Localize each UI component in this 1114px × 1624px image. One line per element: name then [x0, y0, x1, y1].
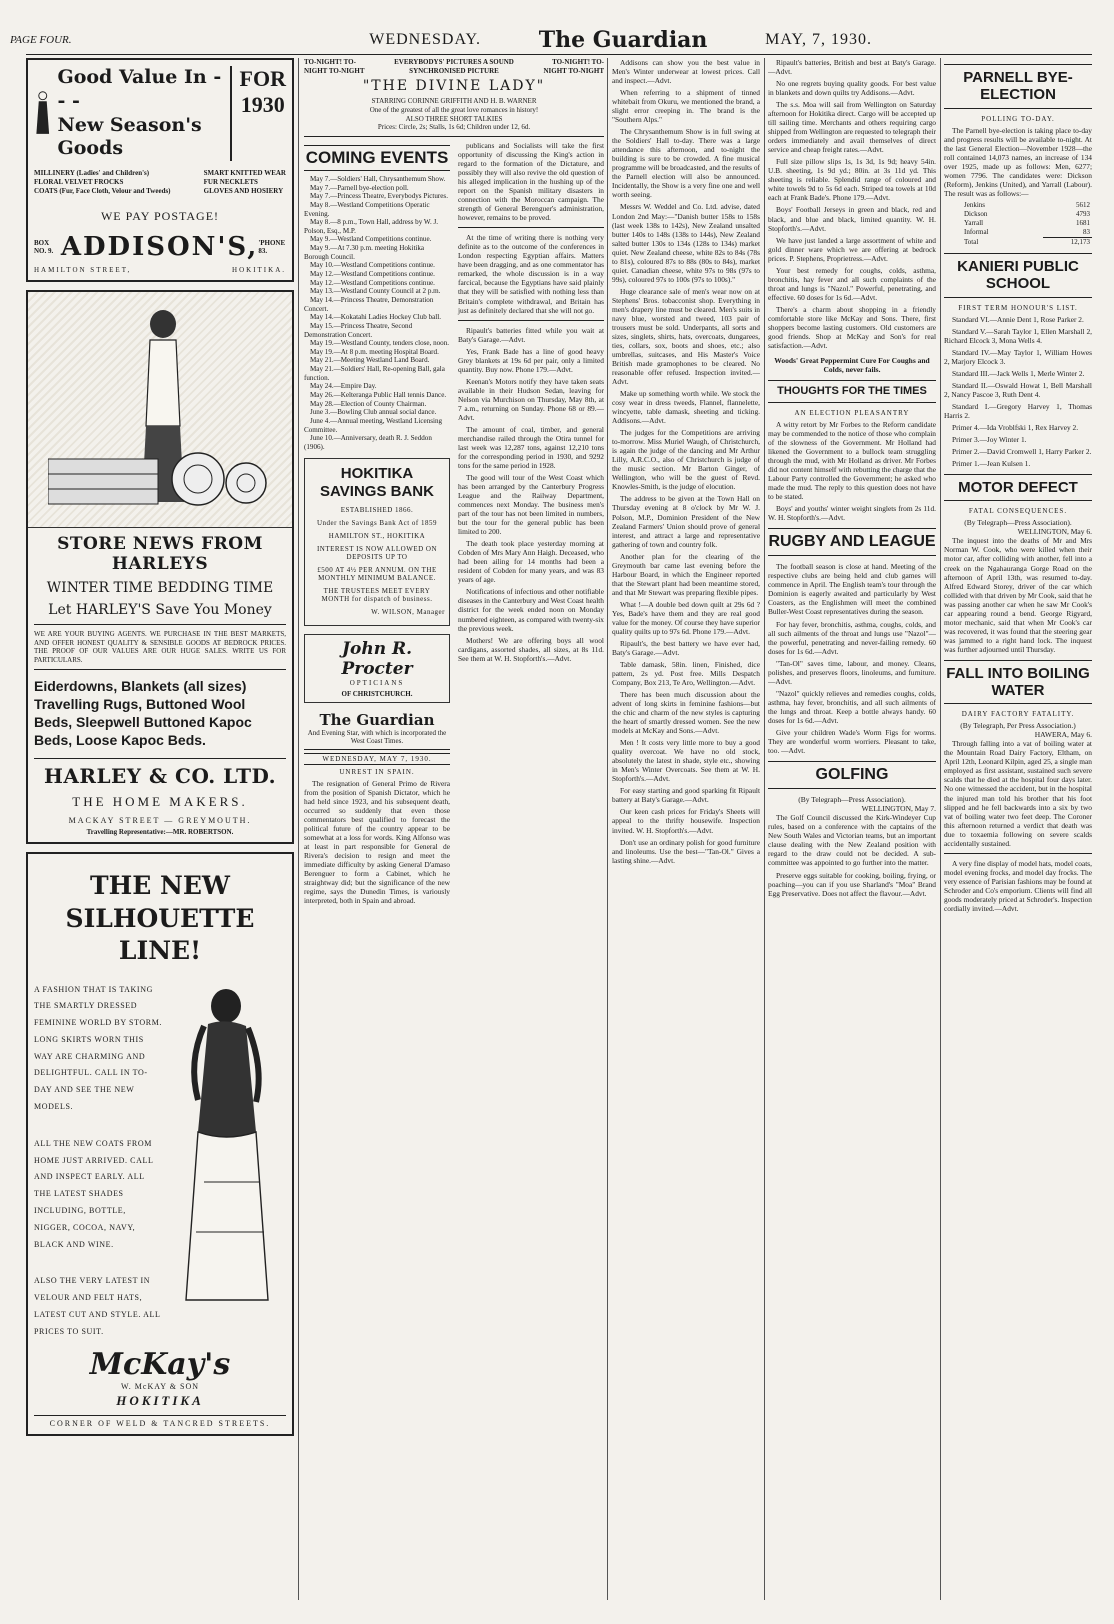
- event-item: May 13.—Westland County Council at 2 p.m.: [310, 287, 441, 296]
- event-item: June 4.—Annual meeting, Westland Licensing Committee.: [304, 416, 443, 434]
- film-title: "THE DIVINE LADY": [362, 77, 546, 94]
- editorial-headline: UNREST IN SPAIN.: [339, 767, 415, 776]
- honours-list: [944, 315, 1092, 468]
- vote-total-row: [944, 238, 1092, 248]
- ad-paragraph: ALSO THE VERY LATEST IN VELOUR AND FELT HATS, LATEST CUT AND STYLE. ALL PRICES TO SUIT.: [34, 1276, 161, 1336]
- honour-item: Standard VI.—Annie Dent 1, Rose Parker 2.: [952, 314, 1084, 324]
- news-paragraph: For easy starting and good sparking fit Ripault battery at Baty's Garage.—Advt.: [612, 786, 760, 805]
- golf-heading: GOLFING: [815, 765, 889, 783]
- news-paragraph: Your best remedy for coughs, colds, asthma, bronchitis, hay fever and all such complaints of the throat and lungs is "Nazol." Powerful, penetrating, and effective. 60 doses for 1s 6d.—Advt.: [768, 265, 936, 302]
- vote-row: [944, 201, 1092, 210]
- cinema-tonight-left: TO-NIGHT! TO-NIGHT TO-NIGHT: [304, 58, 365, 75]
- event-item: May 26.—Kelteranga Public Hall tennis Dance.: [310, 391, 447, 400]
- honour-item: Primer 3.—Joy Winter 1.: [952, 435, 1027, 445]
- coming-events-heading: COMING EVENTS: [304, 145, 450, 171]
- event-item: May 9.—Westland Competitions continue.: [310, 235, 432, 244]
- news-column-4: [768, 58, 936, 1600]
- proctor-city: OF CHRISTCHURCH.: [341, 689, 413, 698]
- harley-blurb: WE ARE YOUR BUYING AGENTS. WE PURCHASE IN THE BEST MARKETS, AND OFFER HONEST QUALITY & SENSIBLE GOODS AT BEDROCK PRICES. THE PROOF OF OUR VALUES ARE OUR HUGE SALES. WRITE US FOR PARTICULARS.: [34, 630, 286, 664]
- editorial-title: The Guardian: [319, 710, 435, 729]
- event-item: June 10.—Anniversary, death R. J. Seddon (1906).: [304, 434, 432, 451]
- harley-subhead: Let HARLEY'S Save You Money: [48, 602, 272, 619]
- candidate-votes: 5612: [1076, 200, 1090, 209]
- event-item: May 28.—Election of County Chairman.: [310, 399, 427, 408]
- cinema-tonight-right: TO-NIGHT! TO-NIGHT TO-NIGHT: [543, 58, 604, 75]
- news-paragraph: The s.s. Moa will sail from Wellington on Saturday afternoon for Hokitika direct. Cargo will be accepted up till sailing time. Merchants and others requiring cargo shipped from Wellington are requested to telegraph their orders immediately and avail themselves of direct service and cheap freight rates.—Advt.: [768, 100, 936, 155]
- candidate-votes: 4793: [1076, 209, 1090, 218]
- news-paragraph: There has been much discussion about the advent of long skirts in feminine fashions—but the chic and charm of the new styles is capturing the heart of smartly dressed women. See the new models at McKay and Sons.—Advt.: [612, 690, 760, 736]
- box-number: BOX NO. 9.: [34, 238, 54, 256]
- news-paragraph: We have just landed a large assortment of white and gold dinner ware which we are offering at bedrock prices. P. Stephens, Proprietress.—Advt.: [768, 235, 936, 263]
- rugby-heading: RUGBY AND LEAGUE: [768, 532, 936, 550]
- honour-item: Primer 1.—Jean Kulsen 1.: [952, 459, 1031, 469]
- paragraph-list: [768, 620, 936, 755]
- film-stars: STARRING CORINNE GRIFFITH AND H. B. WARNER: [371, 97, 537, 105]
- event-item: May 15.—Princess Theatre, Second Demonstration Concert.: [304, 321, 413, 339]
- ad-title-2: SILHOUETTE LINE!: [65, 903, 255, 965]
- vote-row: [944, 228, 1092, 238]
- boiling-dateline: HAWERA, May 6.: [1034, 730, 1092, 740]
- addisons-ad: [26, 58, 294, 282]
- editorial-text: The resignation of General Primo de Rivera from the position of Spanish Dictator, which he had held since 1923, and his subsequent death, occurred so suddenly that even those commentators best qualified to forecast the political future of the country appear to be somewhat at a loss for words. King Alfonso was at least in part responsible for General de Rivera's decision to resign and meet the immediate difficulty by asking General D'amaso Berenguer to form a Cabinet, which he straightway did; but the significance of the new regime, says the Dunedin Times, is variously interpreted, both in Spain and abroad.: [304, 778, 450, 905]
- ad-headline-2: New Season's Goods: [57, 113, 202, 160]
- proctor-sub: OPTICIANS: [349, 678, 405, 687]
- film-tagline: One of the greatest of all the great love romances in history!: [369, 105, 539, 114]
- column-divider: [607, 58, 608, 1600]
- news-paragraph: Men ! It costs very little more to buy a good quality overcoat. We have no old stock, absolutely the latest in shade, style etc., showing in Men's Winter Overcoats. See them at W. H. Stopforth's.—Advt.: [612, 738, 760, 784]
- news-paragraph: Messrs W. Weddel and Co. Ltd. advise, dated London 2nd May:—"Danish butter 158s to 158s (last week 138s to 142s), New Zealand unsalted butter 140s to 148s (138s to 144s), New Zealand salted butter 130s to 134s (128s to 134s) market quiet. New Zealand cheese, white 82s to 84s (78s to 81s), coloured 87s to 88s (80s to 84s), market quiet. Canadian cheese, white 97s to 98s (97s to 99s), coloured 97s to 100s (97s to 100s).": [612, 202, 760, 284]
- fashion-figure-icon: [164, 982, 284, 1312]
- harley-headline: STORE NEWS FROM HARLEYS: [57, 534, 263, 575]
- honour-item: Primer 2.—David Cromwell 1, Harry Parker 2.: [952, 447, 1092, 457]
- phone-number: 'PHONE 83.: [258, 238, 286, 256]
- event-item: May 8.—Westland Competitions Operatic Evening.: [304, 200, 430, 218]
- news-paragraph: "Nazol" quickly relieves and remedies coughs, colds, asthma, hay fever, bronchitis, and all such ailments of the lungs and throat. Keep a bottle always handy. 60 doses for 1s 6d.—Advt.: [768, 688, 936, 725]
- ad-headline-1: Good Value In - - -: [57, 66, 222, 112]
- motor-text: The inquest into the deaths of Mr and Mrs Norman W. Cook, who were killed when their motor car, after colliding with another, fell into a creek on the Ngahauranga Gorge Road on the afternoon of April 13th, was resumed to-day. Alfred Edward Storey, driver of the car which collided with that driven by Mr Cook, said that he was passing another car when he saw Mr Cook's car appearing round a bend. George Rigyard, motor mechanic, said that when Mr Cook's car was recovered, it was found that the steering gear was jammed to a right hand lock. The inquest was further adjourned until Thursday.: [944, 536, 1092, 654]
- news-paragraph: Full size pillow slips 1s, 1s 3d, 1s 9d; heavy 54in. U.B. sheeting, 1s 9d yd.; 80in. at 3s 11d yd. This sheeting is reliable. Splendid range of coloured and white towels 9d to 5s 6d each. Striped tea towels at 10d each at Frank Bade's. Phone 179.—Advt.: [768, 157, 936, 203]
- article-paragraph: Notifications of infectious and other notifiable diseases in the Canterbury and West Coast health district for the week ended noon on Monday numbered eighteen, as compared with twenty-six the previous week.: [458, 587, 604, 633]
- bank-title: HOKITIKA SAVINGS BANK: [320, 464, 434, 500]
- paragraph-list: [612, 58, 760, 865]
- news-paragraph: Give your children Wade's Worm Figs for worms. They are wonderful worm worriers. Pleasant to take, too. —Advt.: [768, 727, 936, 755]
- harley-rep: Travelling Representative:—MR. ROBERTSON.: [86, 828, 234, 836]
- golf-text: The Golf Council discussed the Kirk-Windeyer Cup rules, based on a conference with the captains of the New South Wales and Victorian teams, but an important clause dealing with the New Zealand position with regard to the draw could not be decided. A sub-committee was appointed to go further into the matter.: [768, 813, 936, 868]
- news-paragraph: Table damask, 58in. linen, Finished, dice pattern, 2s yd. Post free. Mills Despatch Company, Box 213, Te Aro, Wellington.—Advt.: [612, 659, 760, 688]
- honour-item: Standard IV.—May Taylor 1, William Howes 2, Marjory Elcock 3.: [944, 347, 1092, 366]
- proctor-signature: John R. Procter: [341, 638, 413, 679]
- woods-advert: Woods' Great Peppermint Cure For Coughs and Colds, never fails.: [774, 355, 930, 374]
- news-column-3: [612, 58, 760, 1600]
- news-paragraph: What !—A double bed down quilt at 29s 6d ? Yes, Bade's have them and they are real good value for the money. Of course they have superior quality quilts up to 97s 6d. Phone 179.—Advt.: [612, 599, 760, 636]
- kanieri-heading: KANIERI PUBLIC SCHOOL: [957, 258, 1079, 293]
- article-paragraph: Ripault's batteries fitted while you wait at Baty's Garage.—Advt.: [458, 325, 604, 344]
- article-paragraph: The good will tour of the West Coast which has been arranged by the Canterbury Progress League and the Railway Department, commences next Monday. The business men's part of the tour has not been limited in numbers, but the tour for the general public has been limited to 200.: [458, 473, 604, 537]
- editorial-tagline: And Evening Star, with which is incorporated the West Coast Times.: [307, 728, 447, 746]
- vote-table: [944, 201, 1092, 247]
- bank-established: ESTABLISHED 1866.: [340, 505, 414, 514]
- honour-item: Primer 4.—Ida Vroblfski 1, Rex Harvey 2.: [952, 423, 1079, 433]
- news-paragraph: Addisons can show you the best value in Men's Winter underwear at lowest prices. Call and inspect.—Advt.: [612, 58, 760, 86]
- savings-bank-ad: [304, 458, 450, 626]
- event-item: May 21.—Soldiers' Hall, Re-opening Ball, gala function.: [304, 365, 445, 382]
- shop-name: ADDISON'S,: [60, 232, 259, 263]
- harley-subhead: WINTER TIME BEDDING TIME: [46, 580, 274, 597]
- candidate-name: Jenkins: [964, 200, 985, 209]
- season-year: 1930: [240, 92, 285, 118]
- parnell-subhead: POLLING TO-DAY.: [981, 114, 1055, 123]
- thoughts-heading: THOUGHTS FOR THE TIMES: [777, 384, 927, 397]
- item: FUR NECKLETS: [203, 177, 258, 186]
- event-item: May 24.—Empire Day.: [310, 382, 377, 391]
- news-paragraph: Make up something worth while. We stock the cosy wear in dress tweeds, Flannel, flannelette, wincyette, table damask, sheeting and ticking. Addisons.—Advt.: [612, 389, 760, 426]
- news-paragraph: No one regrets buying quality goods. For best value in blankets and down quilts try Addisons.—Advt.: [768, 79, 936, 98]
- bedding-illustration: [28, 292, 292, 528]
- news-paragraph: Ripault's batteries, British and best at Baty's Garage.—Advt.: [768, 58, 936, 77]
- event-item: May 14.—Kokatahi Ladies Hockey Club ball.: [310, 313, 442, 322]
- news-column-5: [944, 58, 1092, 1600]
- article-paragraph: publicans and Socialists will take the first opportunity of discussing the King's action in regard to the formation of the Dictature, and possibly they will also revive the old question of his alleged implication in the hushing up of the report on the Spanish military disasters in connection with the Moroccan campaign. The strength of General Berenguer's administration, however, remains to be proved.: [458, 141, 604, 223]
- event-item: May 10.—Westland Competitions continue.: [310, 261, 435, 270]
- event-item: May 8.—8 p.m., Town Hall, address by W. J. Polson, Esq., M.P.: [304, 218, 439, 235]
- candidate-name: Dickson: [964, 209, 988, 218]
- thoughts-subhead: AN ELECTION PLEASANTRY: [794, 408, 910, 417]
- parnell-text: The Parnell bye-election is taking place to-day and progress results will be available to-night. At the last General Election—November 1928—the roll contained 14,073 names, an increase of 134 over 1925, made up as follows: Men, 6277; women 7796. The candidates were: Dickson (Reform), Jenkins (United), and Yarrall (Labour). The result was as follows:—: [944, 125, 1092, 198]
- masthead: [10, 27, 1102, 53]
- event-item: May 12.—Westland Competitions continue.: [310, 278, 435, 287]
- motor-heading: MOTOR DEFECT: [958, 479, 1078, 497]
- news-paragraph: Our keen cash prices for Friday's Sheets will appeal to the thrifty housewife. Inspection invited. W. H. Stopforth's.—Advt.: [612, 807, 760, 835]
- candidate-name: Yarrall: [964, 218, 984, 227]
- film-extras: ALSO THREE SHORT TALKIES: [405, 114, 503, 123]
- news-paragraph: The Chrysanthemum Show is in full swing at the Soldiers' Hall to-day. There was a large attendance this afternoon, and to-night the building is sure to be crowded. A fine musical programme will be broadcasted, and the results of the Parnell election will also be announced. Incidentally, the Show is a very fine one and well worth seeing.: [612, 127, 760, 200]
- proctor-ad: [304, 634, 450, 703]
- masthead-date: MAY, 7, 1930.: [765, 31, 872, 48]
- cinema-ad: [304, 58, 604, 137]
- rugby-text: The football season is close at hand. Meeting of the respective clubs are being held and club games will commence in April. The English team's tour through the Dominion is eagerly awaited and particularly by West Coasters, as the Englishmen will meet the combined Buller-West Coast representatives during the season.: [768, 562, 936, 617]
- vote-row: [944, 210, 1092, 219]
- masthead-title: The Guardian: [538, 27, 708, 53]
- mckays-town: HOKITIKA: [116, 1392, 204, 1408]
- film-prices: Prices: Circle, 2s; Stalls, 1s 6d; Children under 12, 6d.: [377, 123, 531, 132]
- news-paragraph: Don't use an ordinary polish for good furniture and linoleums. Use the best—"Tan-Ol." Gives a lasting shine.—Advt.: [612, 837, 760, 865]
- news-paragraph: "Tan-Ol" saves time, labour, and money. Cleans, polishes, and preserves floors, linoleums, and furniture.—Advt.: [768, 658, 936, 686]
- lady-figure-icon: [34, 84, 51, 144]
- column-divider: [764, 58, 765, 1600]
- article-paragraph: Mothers! We are offering boys all wool cardigans, assorted shades, all sizes, at 8s 11d. See them at W. H. Stopforth's.—Advt.: [458, 635, 604, 663]
- blankets-illustration-icon: [48, 419, 268, 509]
- masthead-day: WEDNESDAY.: [369, 31, 482, 48]
- postage-line: WE PAY POSTAGE!: [100, 209, 220, 224]
- item: GLOVES AND HOSIERY: [203, 186, 284, 195]
- paragraph-list: [768, 58, 936, 350]
- column-divider: [940, 58, 941, 1600]
- editorial-masthead: [304, 711, 450, 750]
- item: MILLINERY (Ladies' and Children's): [34, 169, 150, 177]
- boiling-source: (By Telegraph, Per Press Association.): [960, 721, 1076, 731]
- advert-column: [26, 58, 294, 1600]
- vote-total: 12,173: [1043, 238, 1092, 248]
- thoughts-text: A witty retort by Mr Forbes to the Reform candidate may be commended to the notice of those who complain of the slowness of the Government. Mr Holland had likened the Government to a bullock team struggling through the mud, with Mr Holland as driver. Mr Forbes did not content himself with rebutting the charge that the Labour Party controlled the Government; he asked who made the mud. The reply to this question does not have to be stated.: [768, 419, 936, 501]
- article-paragraph: The death took place yesterday morning at Cobden of Mrs Mary Ann Haigh. Deceased, who had been ailing for 14 months had been a resident of Cobden for many years, and was 83 years of age.: [458, 539, 604, 585]
- harley-tagline: THE HOME MAKERS.: [72, 794, 248, 809]
- boiling-subhead: DAIRY FACTORY FATALITY.: [961, 710, 1075, 719]
- golf-source: (By Telegraph—Press Association).: [798, 795, 906, 805]
- harley-goods: Eiderdowns, Blankets (all sizes) Travelling Rugs, Buttoned Wool Beds, Sleepwell Buttoned Kapoc Beds, Loose Kapoc Beds.: [34, 678, 252, 749]
- harleys-ad: [26, 290, 294, 844]
- motor-source: (By Telegraph—Press Association).: [964, 518, 1072, 528]
- preserve-advert: Preserve eggs suitable for cooking, boiling, frying, or poaching—you can if you use Sharland's "Moa" Brand Egg Preservative. Does not affect the flavour.—Advt.: [768, 870, 936, 898]
- harley-company: HARLEY & CO. LTD.: [43, 764, 277, 788]
- article-paragraph: Keenan's Motors notify they have taken seats available in their Hudson Sedan, leaving for Nelson via Murchison on Thursday, May 8th, at 7 a.m., returning on Sunday. Phone 68 or 89.—Advt.: [458, 376, 604, 422]
- bank-interest: INTEREST IS NOW ALLOWED ON DEPOSITS UP TO: [316, 544, 438, 561]
- cinema-theatre: EVERYBODYS' PICTURES A SOUND SYNCHRONISED PICTURE: [394, 58, 514, 75]
- column-divider: [298, 58, 299, 1600]
- event-item: May 21.—Meeting Westland Land Board.: [310, 356, 430, 365]
- news-paragraph: Another plan for the clearing of the Greymouth bar came last evening before the Harbour Board, in which the Engineer reported that the Stewart plant had been meantime stored, and that Mr Stewart was preparing flexible pipes.: [612, 551, 760, 597]
- motor-dateline: WELLINGTON, May 6.: [1017, 527, 1092, 537]
- news-paragraph: When referring to a shipment of tinned whitebait from Okuru, we mentioned the brand, a slight error creeping in. The brand is the "Southern Alps.": [612, 88, 760, 125]
- event-item: May 14.—Princess Theatre, Demonstration Concert.: [304, 295, 434, 313]
- event-item: May 7.—Soldiers' Hall, Chrysanthemum Show.: [310, 175, 446, 183]
- news-paragraph: The judges for the Competitions are arriving to-morrow. Miss Muriel Waugh, of Christchurch, is again the judge of the dancing and Mr Arthur Lilly, A.R.C.O., also of Christchurch is judge of the music section. Mr Barton Ginger, of Wellington, who will be the guest of Revd. Knowles-Smith, is the judge of elocution.: [612, 428, 760, 492]
- news-paragraph: There's a charm about shopping in a friendly comfortable store like McKay and Sons. There, first shoppers become lasting customers. Old customers are good friends. Shop at McKay and Son's for real satisfaction.—Advt.: [768, 304, 936, 350]
- news-paragraph: Ripault's, the best battery we have ever had, Baty's Garage.—Advt.: [612, 638, 760, 657]
- event-item: May 7.—Princess Theatre, Everybodys Pictures.: [310, 192, 448, 201]
- events-list: [304, 175, 450, 452]
- article-paragraph: Yes, Frank Bade has a line of good heavy Grey blankets at 19s 6d per pair, only a limited quantity. Buy now. Phone 179.—Advt.: [458, 346, 604, 374]
- honour-item: Standard V.—Sarah Taylor 1, Ellen Marshall 2, Richard Elcock 3, Mona Wells 4.: [944, 326, 1092, 345]
- mckays-subtitle: W. McKAY & SON: [120, 1381, 199, 1391]
- mckays-ad: [26, 852, 294, 1436]
- boiling-heading: FALL INTO BOILING WATER: [946, 664, 1090, 700]
- harley-street: MACKAY STREET — GREYMOUTH.: [68, 816, 252, 825]
- masthead-rule: [26, 54, 1092, 55]
- kanieri-subhead: FIRST TERM HONOUR'S LIST.: [958, 303, 1078, 312]
- for-label: FOR: [239, 66, 286, 91]
- event-item: May 12.—Westland Competitions continue.: [310, 270, 435, 279]
- candidate-votes: 1681: [1076, 218, 1090, 227]
- bank-address: HAMILTON ST., HOKITIKA: [328, 531, 426, 540]
- bank-rate: £500 AT 4½ PER ANNUM. ON THE MONTHLY MINIMUM BALANCE.: [317, 565, 437, 582]
- event-item: May 7.—Parnell bye-election poll.: [310, 183, 409, 192]
- news-paragraph: For hay fever, bronchitis, asthma, coughs, colds, and all such ailments of the throat and lungs use "Nazol"—the powerful, penetrating and never-failing remedy. 60 doses for 1s 6d.—Advt.: [768, 619, 936, 656]
- candidate-votes: 83: [1083, 228, 1090, 237]
- honour-item: Standard III.—Jack Wells 1, Merle Winter 2.: [952, 368, 1085, 378]
- article-paragraph: At the time of writing there is nothing very definite as to the outcome of the conferences in London respecting Egyptian affairs. Matters have been dragging, and as one commentator has remarked, the whole discussion is in a way farcical, because the Egyptians have said plainly that they will be satisfied with nothing less than Britain's complete withdrawal, and Britain has just as definitely declared that she will not go.: [458, 233, 604, 315]
- ad-paragraph: ALL THE NEW COATS FROM HOME JUST ARRIVED. CALL AND INSPECT EARLY. ALL THE LATEST SHADES INCLUDING, BOTTLE, NIGGER, COCOA, NAVY, BLACK AND WINE.: [34, 1138, 154, 1249]
- news-column-2: [304, 58, 604, 1600]
- hats-advert: A very fine display of model hats, model coats, model evening frocks, and model day frocks. The very essence of Parisian fashions may be found at Schroder and Co's emporium. Clients will find all goods moderately priced at Schroder's. Inspection cordially invited.—Advt.: [944, 858, 1092, 913]
- street-right: HOKITIKA.: [232, 266, 286, 275]
- ad-title-1: THE NEW: [90, 871, 230, 900]
- bank-act: Under the Savings Bank Act of 1859: [316, 518, 438, 527]
- candidate-name: Informal: [964, 228, 989, 237]
- editorial-date: WEDNESDAY, MAY 7, 1930.: [304, 753, 450, 765]
- vote-total-label: Total: [964, 237, 979, 246]
- news-paragraph: Boys' Football Jerseys in green and black, red and black, and blue and black, limited quantity. W. H. Stopforth's.—Advt.: [768, 205, 936, 233]
- event-item: June 3.—Bowling Club annual social dance.: [310, 408, 437, 417]
- bank-trustees: THE TRUSTEES MEET EVERY MONTH for dispatch of business.: [321, 586, 433, 603]
- boiling-text: Through falling into a vat of boiling water at the Mountain Road Dairy Factory, Eltham, on April 12th, Leonard Kilpin, aged 25, a single man employed as first assistant, sustained such severe scalds that he died at the hospital four days later. No one witnessed the accident, but in the hospital the injured man told his brother that his foot slipped and he fell backwards into a six by two vat of boiling water two feet deep. The Coroner this afternoon returned a verdict that death was due to toxaemia following on severe scalds accidentally sustained.: [944, 739, 1092, 848]
- news-paragraph: The address to be given at the Town Hall on Thursday evening at 8 o'clock by Mr W. J. Polson, M.P., Dominion President of the New Zealand Farmers' Union should prove of general interest, and attract a large and representative gathering of town and country folk.: [612, 494, 760, 549]
- article-paragraph: The amount of coal, timber, and general merchandise railed through the Otira tunnel for last week was 12,287 tons, against 12,210 tons for the corresponding period in 1930, and 9292 tons for the same period in 1928.: [458, 424, 604, 470]
- item: COATS (Fur, Face Cloth, Velour and Tweeds): [34, 186, 171, 195]
- bank-manager: W. WILSON, Manager: [371, 607, 445, 616]
- event-item: May 9.—At 7.30 p.m. meeting Hokitika Borough Council.: [304, 244, 425, 261]
- motor-subhead: FATAL CONSEQUENCES.: [968, 507, 1068, 516]
- golf-dateline: WELLINGTON, May 7.: [861, 804, 936, 814]
- event-item: May 19.—Westland County, tenders close, noon.: [310, 339, 450, 348]
- parnell-heading: PARNELL BYE-ELECTION: [963, 69, 1073, 104]
- mckays-logo: McKay's: [89, 1346, 231, 1382]
- mckays-address: CORNER OF WELD & TANCRED STREETS.: [34, 1415, 286, 1428]
- item: FLORAL VELVET FROCKS: [34, 177, 124, 186]
- event-item: May 19.—At 8 p.m. meeting Hospital Board.: [310, 347, 439, 356]
- page-number: PAGE FOUR.: [10, 34, 72, 46]
- news-paragraph: Huge clearance sale of men's wear now on at Stephens' Bros. tobacconist shop. Everything in men's drapery line must be cleared. Men's suits in navy blue, worsted and tweed, 103 pair of trousers must be sold. Underpants, all sorts and sizes, singlets, shirts, hats, overcoats, dungarees, ties, collars, sox, boots and shoes, etc.; also umbrellas, suitcases, and His Master's Voice British made gramophones to be cleared. No reasonable offer refused. Inspection invited.—Advt.: [612, 286, 760, 387]
- ad-paragraph: A FASHION THAT IS TAKING THE SMARTLY DRESSED FEMININE WORLD BY STORM. LONG SKIRTS WORN THIS WAY ARE CHARMING AND DELIGHTFUL. CALL IN TO-DAY AND SEE THE NEW MODELS.: [34, 984, 163, 1112]
- honour-item: Standard I.—Gregory Harvey 1, Thomas Harris 2.: [944, 401, 1092, 420]
- boys-advert: Boys' and youths' winter weight singlets from 2s 11d. W. H. Stopforth's.—Advt.: [768, 503, 936, 522]
- honour-item: Standard II.—Oswald Howat 1, Bell Marshall 2, Nancy Pascoe 3, Ruth Dent 4.: [944, 380, 1092, 399]
- vote-row: [944, 219, 1092, 228]
- item: SMART KNITTED WEAR: [203, 169, 286, 177]
- street-left: HAMILTON STREET,: [34, 266, 132, 275]
